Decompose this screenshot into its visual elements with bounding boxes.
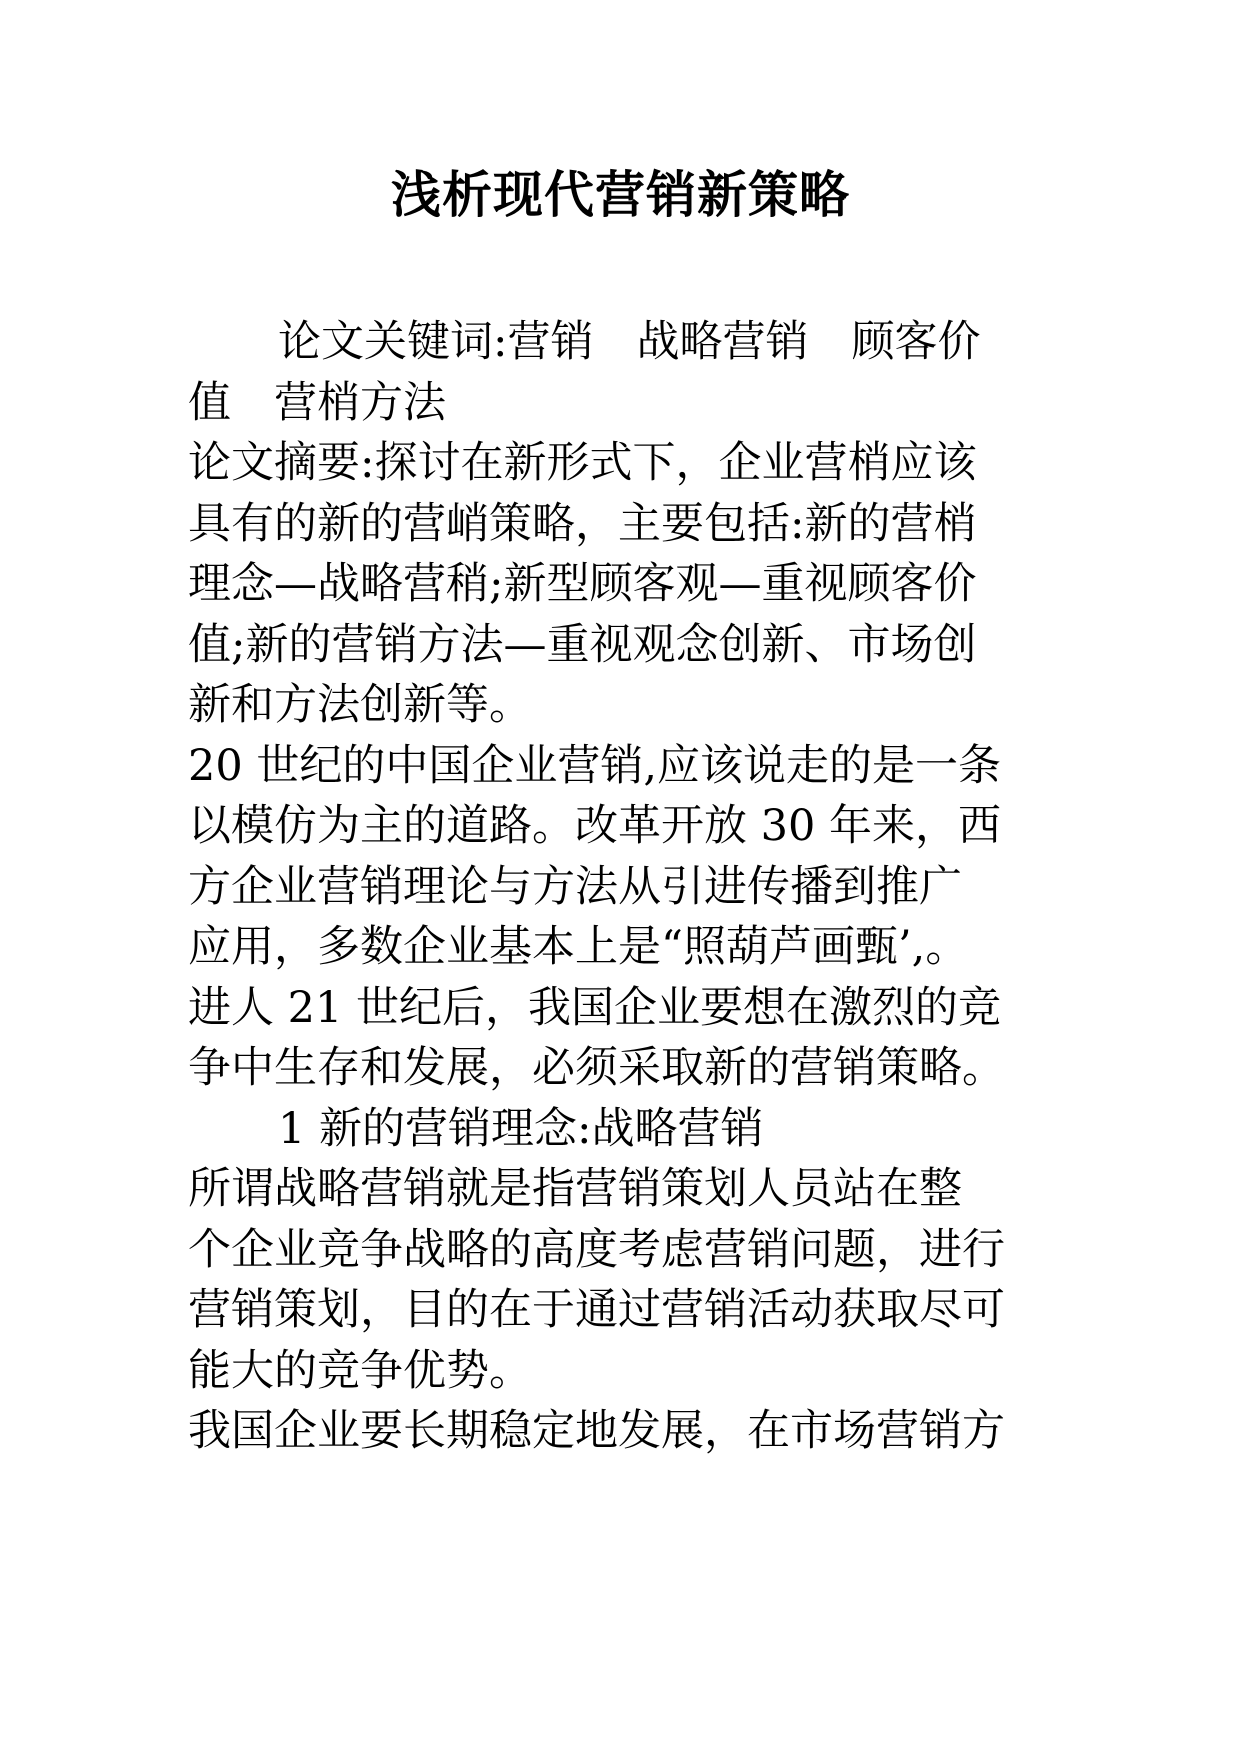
section1-line-3: 营销策划，目的在于通过营销活动获取尽可 (188, 1285, 1005, 1335)
abstract-line-1: 论文摘要:探讨在新形式下，企业营梢应该 (188, 438, 977, 488)
intro-line-1: 20 世纪的中国企业营销,应该说走的是一条 (188, 740, 1002, 791)
document-title: 浅析现代营销新策略 (391, 166, 850, 224)
intro-line-3: 方企业营销理论与方法从引进传播到推广 (188, 861, 962, 912)
keywords-line-1: 论文关键词:营销 战略营销 顾客价 (278, 317, 981, 367)
intro-line-6: 争中生存和发展，必须采取新的营销策略。 (188, 1043, 1005, 1093)
intro-line-4: 应用，多数企业基本上是“照葫芦画甄’,。 (188, 922, 969, 972)
section1-line-5: 我国企业要长期稳定地发展，在市场营销方 (188, 1406, 1005, 1456)
section1-line-1: 所谓战略营销就是指营销策划人员站在整 (188, 1164, 962, 1214)
section-heading-1: 1 新的营销理念:战略营销 (278, 1103, 764, 1154)
abstract-line-4: 值;新的营销方法—重视观念创新、市场创 (188, 619, 977, 670)
intro-line-2: 以模仿为主的道路。改革开放 30 年来，西 (188, 801, 1002, 851)
intro-line-5: 进人 21 世纪后，我国企业要想在激烈的竞 (188, 982, 1002, 1033)
document-body (188, 312, 1093, 1462)
abstract-line-2: 具有的新的营峭策略，主要包括:新的营梢 (188, 498, 977, 549)
section1-line-4: 能大的竞争优势。 (188, 1345, 532, 1396)
keywords-line-2: 值 营梢方法 (188, 377, 446, 428)
section1-line-2: 个企业竞争战略的高度考虑营销问题，进行 (188, 1224, 1005, 1275)
abstract-line-3: 理念—战略营稍;新型顾客观—重视顾客价 (188, 559, 977, 609)
abstract-line-5: 新和方法创新等。 (188, 680, 532, 730)
